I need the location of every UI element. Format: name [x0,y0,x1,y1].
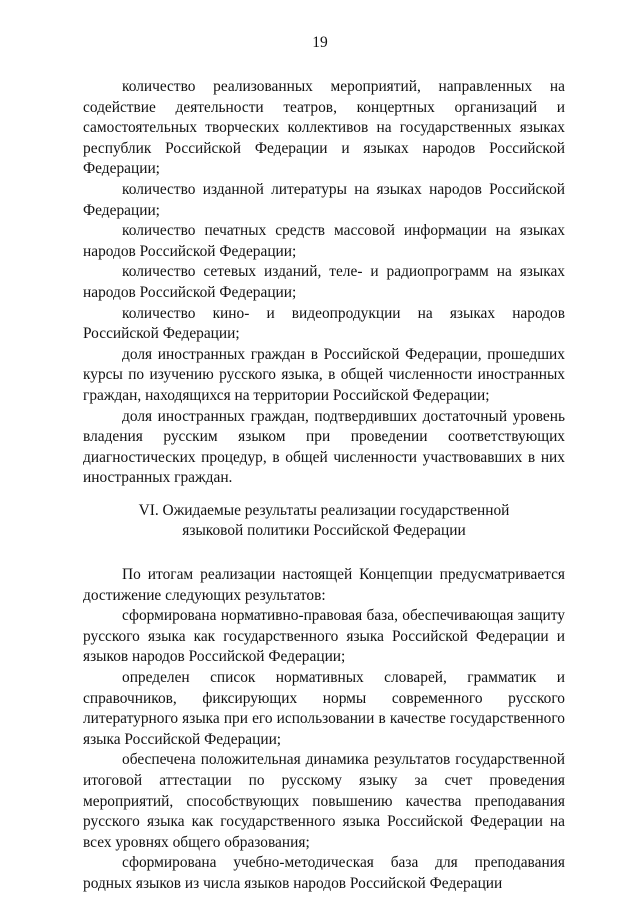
section-heading-line-1: VI. Ожидаемые результаты реализации государственной [138,501,510,519]
heading-spacer [83,542,565,565]
paragraph-result-dictionaries: определен список нормативных словарей, грамматик и справочников, фиксирующих нормы современного русского литературного языка при его использовании в качестве государственного языка Российской Федерации; [83,669,565,748]
paragraph-results-intro: По итогам реализации настоящей Концепции предусматривается достижение следующих результатов: [83,566,565,604]
paragraph-indicator-foreign-proficiency: доля иностранных граждан, подтвердивших достаточный уровень владения русским языком при проведении соответствующих диагностических процедур, в общей численности участвовавших в них иностранных граждан. [83,407,565,487]
paragraph-indicator-print-media: количество печатных средств массовой информации на языках народов Российской Федерации; [83,222,565,260]
paragraph-indicator-online-media: количество сетевых изданий, теле- и радиопрограмм на языках народов Российской Федерации; [83,263,565,301]
paragraph-result-attestation: обеспечена положительная динамика результатов государственной итоговой аттестации по русскому языку за счет проведения мероприятий, способствующих повышению качества преподавания русского языка как государственного языка Российской Федерации на всех уровнях общего образования; [83,751,565,851]
paragraph-indicator-film-video: количество кино- и видеопродукции на языках народов Российской Федерации; [83,304,565,343]
document-body [83,77,565,895]
page-number: 19 [312,34,328,51]
paragraph-result-methodology: сформирована учебно-методическая база для преподавания родных языков из числа языков народов Российской Федерации [83,854,565,892]
section-heading [83,501,565,542]
paragraph-result-legal-base: сформирована нормативно-правовая база, обеспечивающая защиту русского языка как государственного языка Российской Федерации и языков народов Российской Федерации; [83,607,565,666]
paragraph-indicator-foreign-courses: доля иностранных граждан в Российской Федерации, прошедших курсы по изучению русского языка, в общей численности иностранных граждан, находящихся на территории Российской Федерации; [83,345,565,404]
paragraph-indicator-literature: количество изданной литературы на языках народов Российской Федерации; [83,180,565,219]
section-heading-line-2: языковой политики Российской Федерации [182,522,466,540]
paragraph-indicator-theatres: количество реализованных мероприятий, направленных на содействие деятельности театров, концертных организаций и самостоятельных творческих коллективов на государственных языках республик Российской Федерации и языках народов Российской Федерации; [83,78,565,178]
